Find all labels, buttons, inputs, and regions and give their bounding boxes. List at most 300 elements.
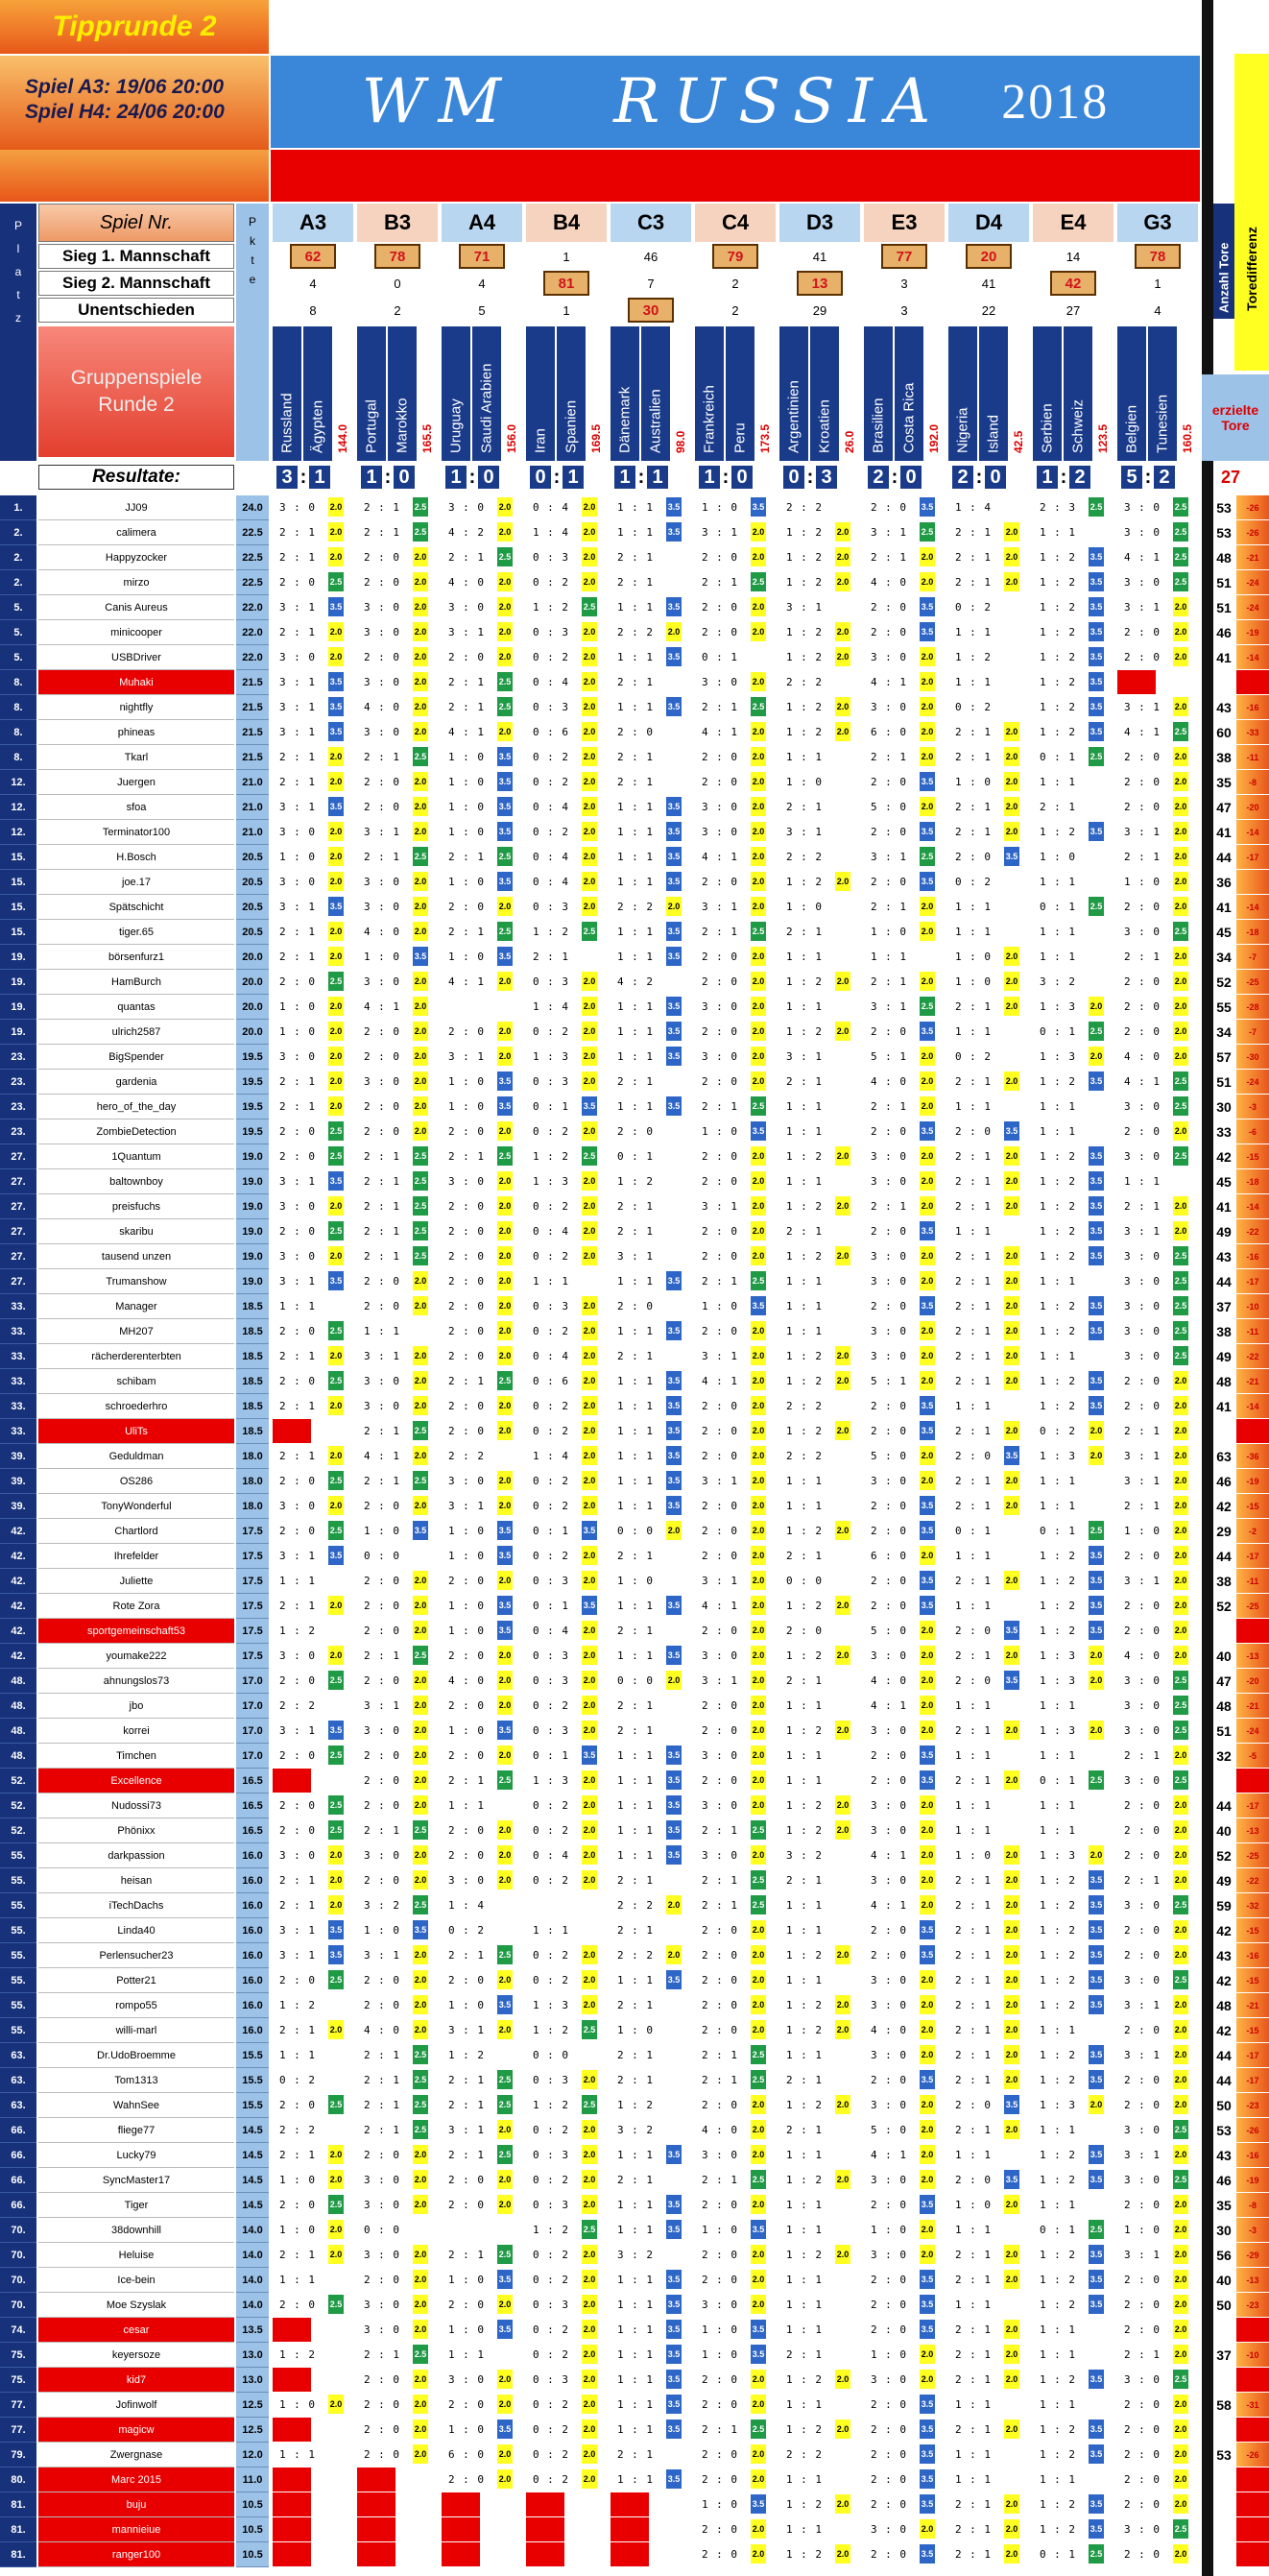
player-name: Ice-bein bbox=[38, 2268, 234, 2293]
tip-points: 2.0 bbox=[1004, 1146, 1019, 1166]
tip-cell: 2 : 0 bbox=[701, 1774, 739, 1787]
stat-s1-D3: 41 bbox=[812, 249, 827, 264]
tip-points: 2.5 bbox=[413, 1820, 428, 1840]
punkte-header bbox=[236, 204, 269, 461]
tip-cell: 2 : 0 bbox=[447, 2199, 486, 2211]
goal-difference: -3 bbox=[1236, 1095, 1269, 1119]
tip-cell: 1 : 2 bbox=[785, 1425, 824, 1437]
rank-cell: 27. bbox=[0, 1169, 36, 1194]
tip-cell: 2 : 0 bbox=[870, 1575, 908, 1587]
tip-cell: 3 : 1 bbox=[1123, 2049, 1161, 2061]
tip-points: 2.0 bbox=[920, 1696, 935, 1715]
tip-points: 2.0 bbox=[835, 547, 850, 566]
tip-points: 3.5 bbox=[497, 1721, 513, 1740]
tip-cell: 1 : 0 bbox=[447, 1100, 486, 1113]
tip-points: 3.5 bbox=[1004, 2095, 1019, 2114]
rank-cell: 74. bbox=[0, 2318, 36, 2343]
goal-difference: -22 bbox=[1236, 1219, 1269, 1243]
tip-marker bbox=[843, 1669, 852, 1693]
tip-points: 3.5 bbox=[328, 897, 344, 916]
result-home-C4: 1 bbox=[699, 466, 720, 489]
tip-points: 2.0 bbox=[1004, 822, 1019, 841]
tip-points: 2.0 bbox=[413, 1995, 428, 2014]
tip-points: 2.0 bbox=[582, 1795, 597, 1815]
tip-points: 2.0 bbox=[920, 1721, 935, 1740]
tip-cell: 1 : 3 bbox=[532, 1999, 570, 2011]
tip-cell: 1 : 1 bbox=[1039, 526, 1077, 539]
tip-points: 2.0 bbox=[1173, 1121, 1188, 1141]
tip-cell: 1 : 2 bbox=[532, 2224, 570, 2236]
total-goals: 44 bbox=[1216, 1273, 1232, 1289]
tip-cell: 1 : 0 bbox=[447, 1550, 486, 1562]
table-row bbox=[0, 2443, 1269, 2467]
tip-cell: 1 : 0 bbox=[447, 876, 486, 888]
tip-points: 3.5 bbox=[497, 822, 513, 841]
tip-points: 2.5 bbox=[328, 1146, 344, 1166]
tip-cell: 1 : 1 bbox=[785, 2049, 824, 2061]
player-name: rächerderenterbten bbox=[38, 1344, 234, 1369]
tip-cell: 2 : 2 bbox=[785, 851, 824, 863]
tip-cell: 1 : 2 bbox=[785, 1999, 824, 2011]
rank-cell: 55. bbox=[0, 1943, 36, 1968]
table-row bbox=[0, 1694, 1269, 1718]
tip-cell: 1 : 1 bbox=[1039, 926, 1077, 938]
tip-points: 2.0 bbox=[1004, 747, 1019, 766]
tip-cell: 4 : 0 bbox=[701, 2124, 739, 2136]
result-away-A3: 1 bbox=[309, 466, 330, 489]
tip-marker bbox=[1012, 2393, 1021, 2417]
goal-difference: -25 bbox=[1236, 1594, 1269, 1618]
tip-cell: 3 : 0 bbox=[1123, 1699, 1161, 1712]
tip-points: 2.0 bbox=[751, 622, 766, 641]
tip-points: 2.0 bbox=[328, 2395, 344, 2414]
tip-cell: 0 : 2 bbox=[532, 2249, 570, 2261]
tip-cell: 3 : 0 bbox=[363, 601, 401, 614]
tip-points: 2.0 bbox=[920, 972, 935, 991]
tip-cell: 1 : 2 bbox=[785, 1350, 824, 1362]
tip-cell: 2 : 1 bbox=[363, 2124, 401, 2136]
tip-cell: 1 : 0 bbox=[701, 1300, 739, 1312]
tip-cell: 2 : 0 bbox=[701, 2373, 739, 2386]
tip-points: 3.5 bbox=[920, 1121, 935, 1141]
tip-points: 2.5 bbox=[1173, 2519, 1188, 2539]
table-row bbox=[0, 2492, 1269, 2516]
player-name: UliTs bbox=[38, 1419, 234, 1444]
points-cell: 19.0 bbox=[236, 1194, 269, 1219]
tip-marker bbox=[843, 2443, 852, 2467]
tip-cell: 1 : 2 bbox=[785, 1724, 824, 1737]
result-home-C3: 1 bbox=[614, 466, 635, 489]
tip-points: 2.5 bbox=[413, 1196, 428, 1216]
player-name: calimera bbox=[38, 520, 234, 545]
table-row bbox=[0, 2168, 1269, 2192]
tip-marker bbox=[674, 2043, 683, 2067]
tip-cell: 3 : 1 bbox=[870, 851, 908, 863]
tip-cell: 1 : 0 bbox=[1039, 851, 1077, 863]
tip-points: 2.0 bbox=[1173, 1546, 1188, 1565]
table-row bbox=[0, 1644, 1269, 1668]
tip-points: 3.5 bbox=[1089, 1146, 1104, 1166]
tip-marker bbox=[1096, 970, 1106, 994]
total-goals: 43 bbox=[1216, 1947, 1232, 1963]
tip-points: 2.0 bbox=[751, 872, 766, 891]
points-cell: 17.5 bbox=[236, 1544, 269, 1569]
tip-cell: 1 : 2 bbox=[1039, 1974, 1077, 1986]
tip-points: 2.0 bbox=[1004, 1920, 1019, 1939]
team1-A4: Uruguay bbox=[442, 326, 470, 461]
tip-cell: 2 : 1 bbox=[954, 2498, 993, 2511]
tip-cell: 4 : 1 bbox=[701, 1375, 739, 1387]
tip-cell: 3 : 1 bbox=[363, 1699, 401, 1712]
tip-points: 2.0 bbox=[413, 697, 428, 716]
tip-cell: 3 : 0 bbox=[363, 726, 401, 738]
total-goals: 43 bbox=[1216, 1248, 1232, 1264]
tip-cell: 4 : 1 bbox=[870, 1899, 908, 1912]
tip-cell: 3 : 0 bbox=[870, 2373, 908, 2386]
tip-cell: 3 : 0 bbox=[1123, 1250, 1161, 1263]
tip-points: 2.0 bbox=[1004, 2270, 1019, 2289]
tip-cell: 1 : 1 bbox=[954, 1600, 993, 1612]
goal-difference: -7 bbox=[1236, 945, 1269, 969]
tip-points: 2.0 bbox=[835, 697, 850, 716]
tip-points: 3.5 bbox=[328, 797, 344, 816]
tip-points: 2.5 bbox=[328, 1471, 344, 1490]
rank-cell: 55. bbox=[0, 2018, 36, 2043]
tip-points: 2.0 bbox=[328, 997, 344, 1016]
rank-cell: 81. bbox=[0, 2542, 36, 2567]
table-row bbox=[0, 1144, 1269, 1168]
tip-points: 2.5 bbox=[751, 1096, 766, 1116]
tip-cell: 3 : 0 bbox=[870, 1824, 908, 1837]
tip-points: 2.0 bbox=[582, 897, 597, 916]
tip-points: 2.0 bbox=[413, 1096, 428, 1116]
tip-points: 2.0 bbox=[582, 547, 597, 566]
tip-cell: 2 : 0 bbox=[701, 1550, 739, 1562]
tip-points: 2.0 bbox=[751, 2444, 766, 2464]
tip-points: 3.5 bbox=[497, 2270, 513, 2289]
tip-marker bbox=[1096, 1818, 1106, 1842]
team2-E4: Schweiz bbox=[1064, 326, 1092, 461]
tip-cell: 1 : 1 bbox=[785, 1100, 824, 1113]
points-cell: 18.5 bbox=[236, 1419, 269, 1444]
tip-cell: 3 : 0 bbox=[363, 1849, 401, 1862]
points-cell: 22.5 bbox=[236, 570, 269, 595]
result-home-E4: 1 bbox=[1037, 466, 1058, 489]
tip-cell: 3 : 1 bbox=[701, 1674, 739, 1687]
tip-cell: 2 : 0 bbox=[1123, 751, 1161, 763]
tip-cell: 5 : 0 bbox=[870, 1450, 908, 1462]
tip-points: 3.5 bbox=[666, 1820, 682, 1840]
tip-cell: 1 : 1 bbox=[1039, 1350, 1077, 1362]
tip-cell: 2 : 0 bbox=[701, 2274, 739, 2286]
tip-points: 2.0 bbox=[582, 1995, 597, 2014]
tip-points: 2.5 bbox=[1173, 2170, 1188, 2189]
tip-points: 2.0 bbox=[582, 772, 597, 791]
tip-points: 2.0 bbox=[1173, 1571, 1188, 1590]
pkte-letter: P bbox=[248, 215, 256, 229]
missing-tip bbox=[442, 2542, 480, 2566]
tip-points: 2.0 bbox=[582, 572, 597, 591]
total-goals: 50 bbox=[1216, 2097, 1232, 2113]
table-row bbox=[0, 1020, 1269, 1044]
tip-points: 2.0 bbox=[751, 1721, 766, 1740]
tip-cell: 2 : 1 bbox=[447, 551, 486, 564]
points-cell: 14.5 bbox=[236, 2118, 269, 2143]
total-goals: 42 bbox=[1216, 2022, 1232, 2038]
tip-points: 2.0 bbox=[497, 972, 513, 991]
tip-points: 2.0 bbox=[582, 1396, 597, 1415]
player-name: buju bbox=[38, 2492, 234, 2517]
goal-difference: -14 bbox=[1236, 645, 1269, 669]
tip-points: 2.0 bbox=[751, 1496, 766, 1515]
tip-points: 2.0 bbox=[920, 672, 935, 691]
player-name: Muhaki bbox=[38, 670, 234, 695]
goal-difference: -10 bbox=[1236, 1294, 1269, 1318]
tip-cell: 1 : 1 bbox=[616, 701, 655, 713]
tip-points: 2.5 bbox=[328, 2095, 344, 2114]
tip-points: 2.5 bbox=[751, 1820, 766, 1840]
tip-cell: 1 : 0 bbox=[278, 851, 317, 863]
tip-cell: 1 : 2 bbox=[532, 2099, 570, 2111]
tip-points: 2.0 bbox=[413, 1945, 428, 1964]
player-name: fliege77 bbox=[38, 2118, 234, 2143]
tip-marker bbox=[1012, 2293, 1021, 2317]
tip-cell: 1 : 1 bbox=[278, 2274, 317, 2286]
tip-cell: 3 : 1 bbox=[278, 901, 317, 913]
tip-cell: 2 : 0 bbox=[870, 826, 908, 838]
goal-difference bbox=[1236, 670, 1269, 694]
tip-cell: 2 : 0 bbox=[701, 1250, 739, 1263]
tip-points: 2.0 bbox=[920, 1795, 935, 1815]
tip-cell: 2 : 0 bbox=[447, 2473, 486, 2486]
table-row bbox=[0, 1419, 1269, 1443]
player-name: schroederhro bbox=[38, 1394, 234, 1419]
tip-points: 2.5 bbox=[413, 1421, 428, 1440]
tip-cell: 2 : 0 bbox=[278, 1325, 317, 1337]
tip-points: 3.5 bbox=[1089, 2270, 1104, 2289]
points-cell: 18.5 bbox=[236, 1294, 269, 1319]
tip-points: 2.0 bbox=[835, 1022, 850, 1041]
tip-cell: 1 : 2 bbox=[785, 1600, 824, 1612]
total-goals: 46 bbox=[1216, 624, 1232, 640]
tip-points: 2.0 bbox=[751, 722, 766, 741]
erzielte-tore-header: erzielte Tore bbox=[1202, 374, 1269, 461]
tip-points: 2.0 bbox=[582, 2170, 597, 2189]
tip-points: 2.5 bbox=[413, 747, 428, 766]
goal-difference: -21 bbox=[1236, 545, 1269, 569]
points-cell: 16.5 bbox=[236, 1794, 269, 1818]
quote-G3: 160.5 bbox=[1177, 326, 1198, 461]
tip-cell: 3 : 0 bbox=[1123, 576, 1161, 589]
rank-cell: 66. bbox=[0, 2118, 36, 2143]
rank-cell: 5. bbox=[0, 645, 36, 670]
tip-marker bbox=[674, 1719, 683, 1743]
tip-points: 2.0 bbox=[328, 2245, 344, 2264]
result-colon: : bbox=[468, 466, 476, 488]
tip-points: 3.5 bbox=[920, 2295, 935, 2314]
tip-cell: 2 : 0 bbox=[1123, 1125, 1161, 1138]
points-cell: 18.5 bbox=[236, 1319, 269, 1344]
tip-points: 2.0 bbox=[328, 1047, 344, 1066]
tip-marker bbox=[336, 2268, 346, 2292]
tip-points: 2.0 bbox=[497, 1246, 513, 1265]
tip-cell: 1 : 1 bbox=[1039, 776, 1077, 788]
tip-cell: 2 : 1 bbox=[954, 1375, 993, 1387]
tip-points: 2.0 bbox=[413, 2370, 428, 2389]
tip-cell: 3 : 0 bbox=[278, 876, 317, 888]
missing-tip bbox=[273, 1419, 311, 1443]
tip-cell: 1 : 2 bbox=[532, 1150, 570, 1163]
tip-cell: 2 : 1 bbox=[701, 926, 739, 938]
tip-cell: 2 : 1 bbox=[278, 526, 317, 539]
tip-cell: 0 : 6 bbox=[532, 1375, 570, 1387]
tip-cell: 1 : 0 bbox=[363, 1525, 401, 1537]
tip-cell: 2 : 1 bbox=[616, 2448, 655, 2461]
tip-cell: 1 : 1 bbox=[954, 2149, 993, 2161]
stat-u-E3: 3 bbox=[900, 302, 908, 318]
total-goals: 33 bbox=[1216, 1123, 1232, 1140]
stat-s2-B4: 81 bbox=[543, 271, 589, 296]
tip-points: 2.0 bbox=[497, 1696, 513, 1715]
tip-marker bbox=[843, 2517, 852, 2541]
tip-points: 2.0 bbox=[1173, 822, 1188, 841]
tip-points: 3.5 bbox=[1089, 572, 1104, 591]
tip-cell: 1 : 0 bbox=[447, 1999, 486, 2011]
tip-cell: 3 : 1 bbox=[1123, 701, 1161, 713]
tip-points: 3.5 bbox=[920, 822, 935, 841]
tip-cell: 3 : 1 bbox=[447, 1500, 486, 1512]
tip-cell: 2 : 0 bbox=[1123, 2398, 1161, 2411]
player-name: USBDriver bbox=[38, 645, 234, 670]
player-name: 38downhill bbox=[38, 2218, 234, 2243]
tip-cell: 1 : 2 bbox=[1039, 1300, 1077, 1312]
tip-points: 2.0 bbox=[1173, 2395, 1188, 2414]
tip-points: 2.0 bbox=[328, 1096, 344, 1116]
tip-points: 2.0 bbox=[1173, 647, 1188, 666]
tip-points: 3.5 bbox=[1089, 2420, 1104, 2439]
tip-cell: 2 : 0 bbox=[870, 1300, 908, 1312]
tip-cell: 0 : 2 bbox=[954, 701, 993, 713]
tip-points: 2.0 bbox=[1004, 1071, 1019, 1091]
tip-marker bbox=[1096, 2193, 1106, 2217]
tip-cell: 3 : 0 bbox=[363, 2174, 401, 2186]
tip-points: 2.5 bbox=[413, 1471, 428, 1490]
tip-marker bbox=[589, 945, 599, 969]
tip-points: 3.5 bbox=[1089, 1596, 1104, 1615]
table-row bbox=[0, 620, 1269, 644]
rank-cell: 48. bbox=[0, 1744, 36, 1769]
tip-points: 3.5 bbox=[497, 797, 513, 816]
tip-cell: 2 : 0 bbox=[363, 1674, 401, 1687]
tip-cell: 1 : 0 bbox=[870, 2224, 908, 2236]
tip-points: 2.5 bbox=[1173, 572, 1188, 591]
tip-cell: 1 : 2 bbox=[447, 2049, 486, 2061]
total-goals: 51 bbox=[1216, 599, 1232, 615]
tip-points: 3.5 bbox=[1089, 1371, 1104, 1390]
tip-marker bbox=[420, 2218, 430, 2242]
tip-cell: 1 : 1 bbox=[785, 1699, 824, 1712]
tip-points: 3.5 bbox=[751, 2494, 766, 2514]
tip-cell: 1 : 0 bbox=[701, 501, 739, 514]
tip-points: 2.0 bbox=[413, 647, 428, 666]
rank-cell: 55. bbox=[0, 1893, 36, 1918]
tip-cell: 2 : 0 bbox=[870, 2274, 908, 2286]
tip-points: 2.0 bbox=[920, 2170, 935, 2189]
tip-points: 2.5 bbox=[751, 1895, 766, 1914]
tip-points: 3.5 bbox=[666, 497, 682, 517]
goal-difference: -22 bbox=[1236, 1344, 1269, 1368]
points-cell: 17.0 bbox=[236, 1719, 269, 1744]
goal-difference bbox=[1236, 2318, 1269, 2342]
tip-points: 2.0 bbox=[328, 622, 344, 641]
tip-cell: 2 : 1 bbox=[954, 2373, 993, 2386]
tip-points: 3.5 bbox=[1089, 1970, 1104, 1989]
tip-cell: 1 : 1 bbox=[1039, 2323, 1077, 2336]
tip-cell: 2 : 0 bbox=[447, 1225, 486, 1238]
result-home-E3: 2 bbox=[868, 466, 889, 489]
tip-cell: 0 : 2 bbox=[954, 876, 993, 888]
tip-marker bbox=[1012, 645, 1021, 669]
tip-points: 2.5 bbox=[413, 1146, 428, 1166]
tip-cell: 1 : 1 bbox=[1039, 1824, 1077, 1837]
missing-tip bbox=[273, 2318, 311, 2342]
tip-cell: 2 : 1 bbox=[954, 1300, 993, 1312]
tip-cell: 2 : 0 bbox=[278, 1150, 317, 1163]
goal-difference: -20 bbox=[1236, 1669, 1269, 1693]
player-name: nightfly bbox=[38, 695, 234, 720]
tip-cell: 2 : 1 bbox=[616, 2074, 655, 2086]
tip-points: 2.0 bbox=[1004, 1845, 1019, 1865]
tip-points: 3.5 bbox=[666, 1321, 682, 1340]
tip-points: 2.0 bbox=[413, 2320, 428, 2339]
total-goals: 60 bbox=[1216, 724, 1232, 740]
tip-cell: 2 : 0 bbox=[363, 1575, 401, 1587]
tip-marker bbox=[1096, 1494, 1106, 1518]
tip-points: 2.0 bbox=[582, 1671, 597, 1690]
player-name: preisfuchs bbox=[38, 1194, 234, 1219]
tip-points: 2.0 bbox=[751, 1571, 766, 1590]
table-row bbox=[0, 1519, 1269, 1543]
points-cell: 18.0 bbox=[236, 1469, 269, 1494]
table-row bbox=[0, 1993, 1269, 2017]
tip-points: 3.5 bbox=[1004, 847, 1019, 866]
tip-cell: 2 : 1 bbox=[278, 2149, 317, 2161]
tip-cell: 1 : 3 bbox=[1039, 1724, 1077, 1737]
tip-marker bbox=[843, 1569, 852, 1593]
tip-cell: 2 : 2 bbox=[785, 501, 824, 514]
tip-cell: 0 : 1 bbox=[701, 651, 739, 663]
tip-marker bbox=[1096, 2468, 1106, 2492]
player-name: youmake222 bbox=[38, 1644, 234, 1669]
tip-points: 2.0 bbox=[1173, 1646, 1188, 1665]
total-goals: 38 bbox=[1216, 1323, 1232, 1339]
player-name: skaribu bbox=[38, 1219, 234, 1244]
tip-points: 3.5 bbox=[920, 2444, 935, 2464]
total-goals: 58 bbox=[1216, 2396, 1232, 2413]
tip-points: 3.5 bbox=[920, 2195, 935, 2214]
points-cell: 13.0 bbox=[236, 2343, 269, 2368]
table-row bbox=[0, 670, 1269, 694]
tip-cell: 1 : 0 bbox=[278, 2174, 317, 2186]
tip-points: 2.0 bbox=[1173, 947, 1188, 966]
stat-s2-D4: 41 bbox=[981, 276, 996, 291]
rank-cell: 33. bbox=[0, 1419, 36, 1444]
tip-marker bbox=[336, 2443, 346, 2467]
match-id-C4: C4 bbox=[695, 204, 776, 242]
tip-points: 3.5 bbox=[666, 1047, 682, 1066]
total-goals: 35 bbox=[1216, 2197, 1232, 2213]
tip-marker bbox=[674, 1344, 683, 1368]
